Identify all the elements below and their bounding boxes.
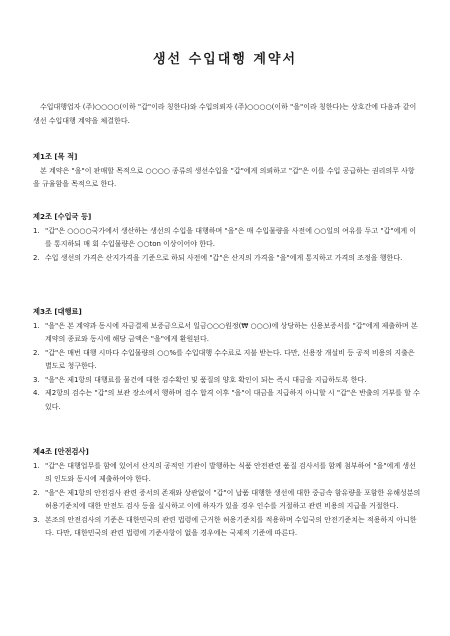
item-number: 3. xyxy=(33,515,40,524)
list-item xyxy=(33,347,421,374)
article-4-heading: 제4조 [안전검사] xyxy=(33,447,89,456)
article-2 xyxy=(33,210,421,265)
item-text: "을"은 제1항의 안전검사 관련 증서의 존재와 상관없이 "갑"이 납품 대행한 생선에 대한 중금속 함유량을 포함한 유해성분의 허용기준치에 대한 안전도 검사 등을 실시하고 이에 하자가 있을 경우 인수를 거절하고 관련 비용의 지급을 거절한다. xyxy=(45,488,421,510)
article-4 xyxy=(33,445,421,541)
item-number: 1. xyxy=(33,226,40,235)
list-item xyxy=(33,320,421,347)
list-item xyxy=(33,514,421,541)
item-number: 1. xyxy=(33,321,40,330)
item-number: 1. xyxy=(33,461,40,470)
item-text: "을"은 제1항의 대행료를 물건에 대한 검수확인 및 품질의 양호 확인이 되는 즉시 대금을 지급하도록 한다. xyxy=(45,375,367,384)
article-1-text: 본 계약은 "을"이 판매할 목적으로 ○○○○ 종류의 생선수입을 "갑"에게 의뢰하고 "갑"은 이를 수입 공급하는 권리의무 사항을 규율함을 목적으로 한다. xyxy=(33,166,415,188)
item-number: 4. xyxy=(33,389,40,397)
intro-paragraph xyxy=(33,100,421,128)
article-1-heading: 제1조 [목 적] xyxy=(33,152,78,161)
list-item xyxy=(33,460,421,487)
item-number: 2. xyxy=(33,488,40,497)
article-4-list xyxy=(33,460,421,541)
article-3-list xyxy=(33,320,421,415)
item-text: "을"은 본 계약과 동시에 자금결제 보증금으로서 일금○○○원정(₩ ○○○)에 상당하는 신용보증서를 "갑"에게 제출하며 본 계약의 종료와 동시에 해당 금액은 "을"에게 환원된다. xyxy=(45,321,418,343)
list-item xyxy=(33,225,421,252)
item-text: "갑"은 매번 대행 시마다 수입물량의 ○○%를 수입대행 수수료로 지불 받는다. 다만, 신용장 개설비 등 공적 비용의 지출은 별도로 청구한다. xyxy=(45,348,415,370)
item-number: 3. xyxy=(33,375,40,384)
item-text: "갑"은 대행업무를 함에 있어서 산지의 공적인 기관이 발행하는 식품 안전관련 품질 검사서를 함께 첨부하여 "을"에게 생선의 인도와 동시에 제출하여야 한다. xyxy=(45,461,416,483)
article-1 xyxy=(33,150,421,192)
item-number: 2. xyxy=(33,348,40,357)
list-item xyxy=(33,374,421,388)
article-2-list xyxy=(33,225,421,266)
article-1-body xyxy=(33,165,421,192)
list-item xyxy=(33,387,421,414)
article-3-heading: 제3조 [대행료] xyxy=(33,307,82,316)
item-text: "갑"은 ○○○○국가에서 생산하는 생선의 수입을 대행하며 "을"은 매 수입물량을 사전에 ○○일의 여유를 두고 "갑"에게 이를 통지하되 매 회 수입물량은 ○○ton 이상이어야 한다. xyxy=(45,226,417,248)
item-text: 본조의 안전검사의 기준은 대한민국의 관련 법령에 근거한 허용기준치를 적용하며 수입국의 안전기준치는 적용하지 아니한다. 다만, 대한민국의 관련 법령에 기준사항이 없을 경우에는 국제적 기준에 따른다. xyxy=(45,515,417,537)
document-title: 생선 수입대행 계약서 xyxy=(152,52,298,67)
item-text: 수입 생선의 가격은 산지가격을 기준으로 하되 사전에 "갑"은 산지의 가격을 "을"에게 통지하고 가격의 조정을 행한다. xyxy=(45,253,403,262)
intro-text: 수입대행업자 (주)○○○○(이하 "갑"이라 칭한다)와 수입의뢰자 (주)○○○○(이하 "을"이라 칭한다)는 상호간에 다음과 같이 생선 수입대행 계약을 체결한다. xyxy=(33,103,417,125)
list-item xyxy=(33,252,421,266)
article-2-heading: 제2조 [수입국 등] xyxy=(33,212,92,221)
article-3 xyxy=(33,305,421,414)
item-text: 제2항의 검수는 "갑"의 보관 장소에서 행하며 검수 합격 이후 "을"이 대금을 지급하지 아니할 시 "갑"은 반출의 거부를 할 수 있다. xyxy=(45,389,420,411)
item-number: 2. xyxy=(33,253,40,262)
list-item xyxy=(33,487,421,514)
